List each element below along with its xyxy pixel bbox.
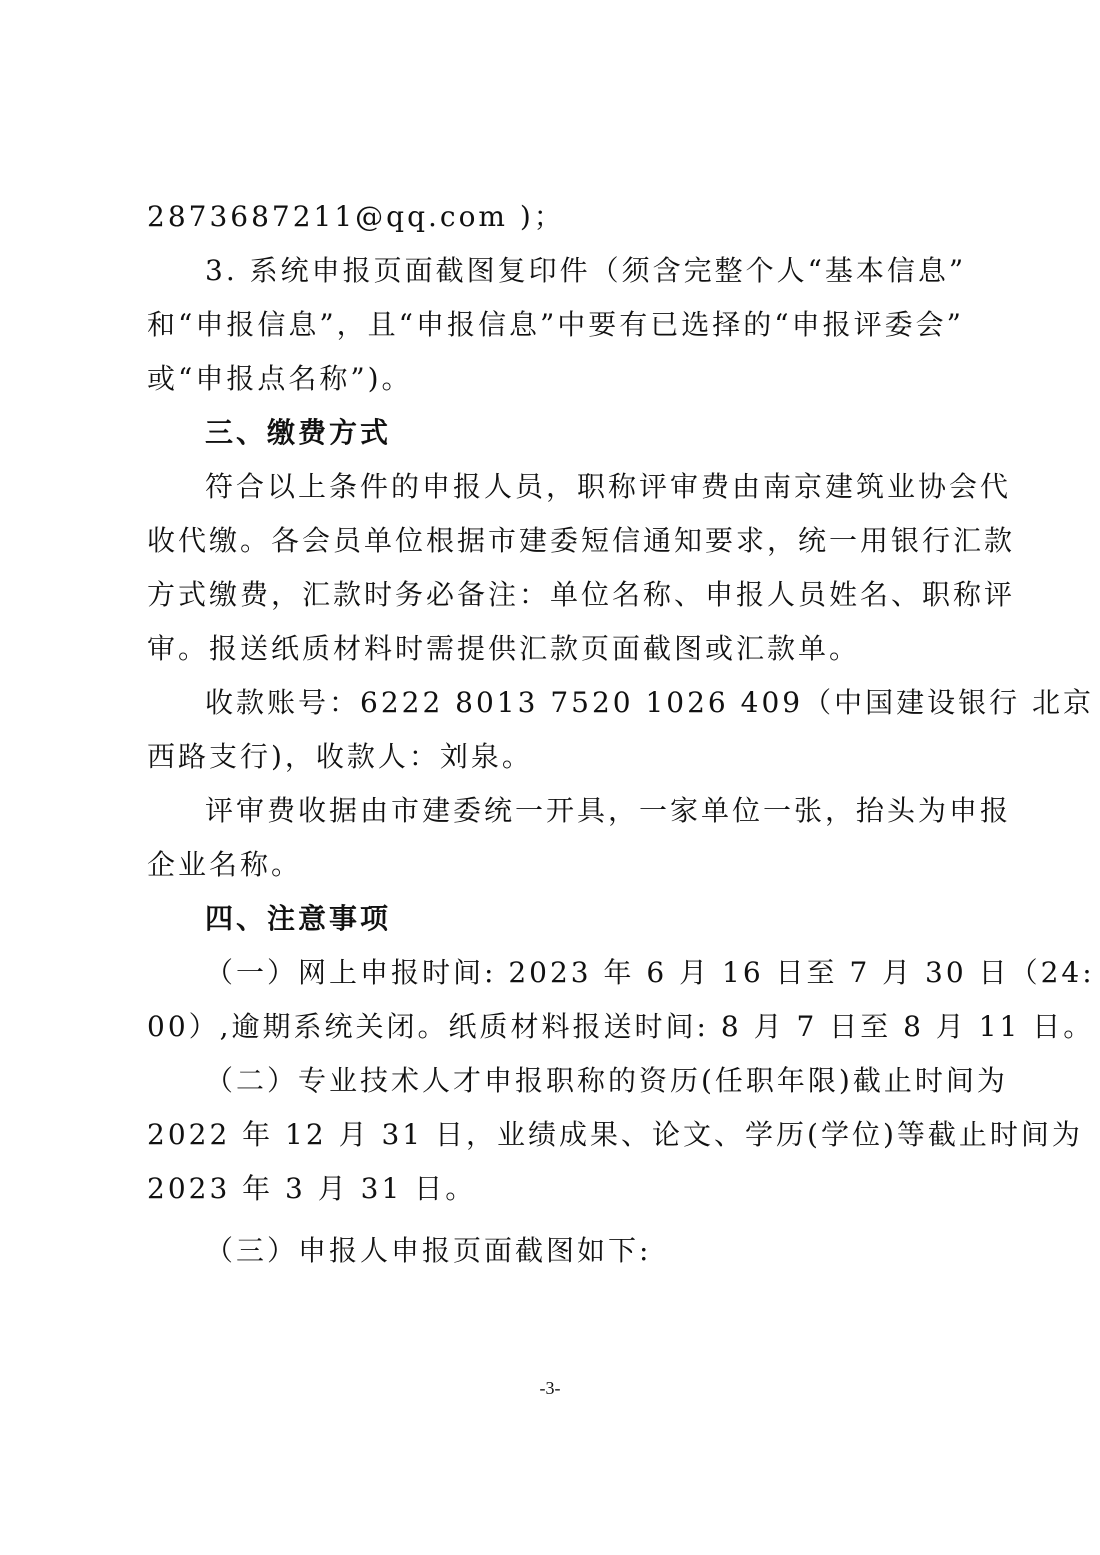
text-line: 2022 年 12 月 31 日，业绩成果、论文、学历(学位)等截止时间为 bbox=[147, 1118, 1083, 1151]
section-heading-payment: 三、缴费方式 bbox=[205, 416, 392, 449]
text-line: （二）专业技术人才申报职称的资历(任职年限)截止时间为 bbox=[205, 1064, 1008, 1097]
text-line: 收代缴。各会员单位根据市建委短信通知要求，统一用银行汇款 bbox=[147, 524, 1016, 557]
page-number: -3- bbox=[539, 1378, 561, 1398]
text-line: 方式缴费，汇款时务必备注：单位名称、申报人员姓名、职称评 bbox=[147, 578, 1016, 611]
text-line: 企业名称。 bbox=[147, 848, 303, 881]
text-line: 符合以上条件的申报人员，职称评审费由南京建筑业协会代 bbox=[205, 470, 1012, 503]
text-line: 2873687211@qq.com )； bbox=[147, 200, 565, 233]
text-line: 评审费收据由市建委统一开具，一家单位一张，抬头为申报 bbox=[205, 794, 1012, 827]
section-heading-notes: 四、注意事项 bbox=[205, 902, 392, 935]
text-line: 00）,逾期系统关闭。纸质材料报送时间: 8 月 7 日至 8 月 11 日。 bbox=[147, 1010, 1095, 1043]
text-line: 2023 年 3 月 31 日。 bbox=[147, 1172, 477, 1205]
text-line: 或“申报点名称”)。 bbox=[147, 362, 413, 395]
text-line: （三）申报人申报页面截图如下: bbox=[205, 1234, 652, 1267]
document-body bbox=[147, 190, 1095, 1278]
spacer bbox=[147, 1216, 963, 1224]
text-line: （一）网上申报时间: 2023 年 6 月 16 日至 7 月 30 日（24: bbox=[205, 956, 1095, 989]
text-line: 审。报送纸质材料时需提供汇款页面截图或汇款单。 bbox=[147, 632, 861, 665]
text-line: 西路支行)，收款人：刘泉。 bbox=[147, 740, 533, 773]
text-line: 和“申报信息”，且“申报信息”中要有已选择的“申报评委会” bbox=[147, 308, 964, 341]
account-line: 收款账号：6222 8013 7520 1026 409（中国建设银行 北京 bbox=[205, 686, 1094, 719]
text-line: 3. 系统申报页面截图复印件（须含完整个人“基本信息” bbox=[205, 254, 967, 287]
